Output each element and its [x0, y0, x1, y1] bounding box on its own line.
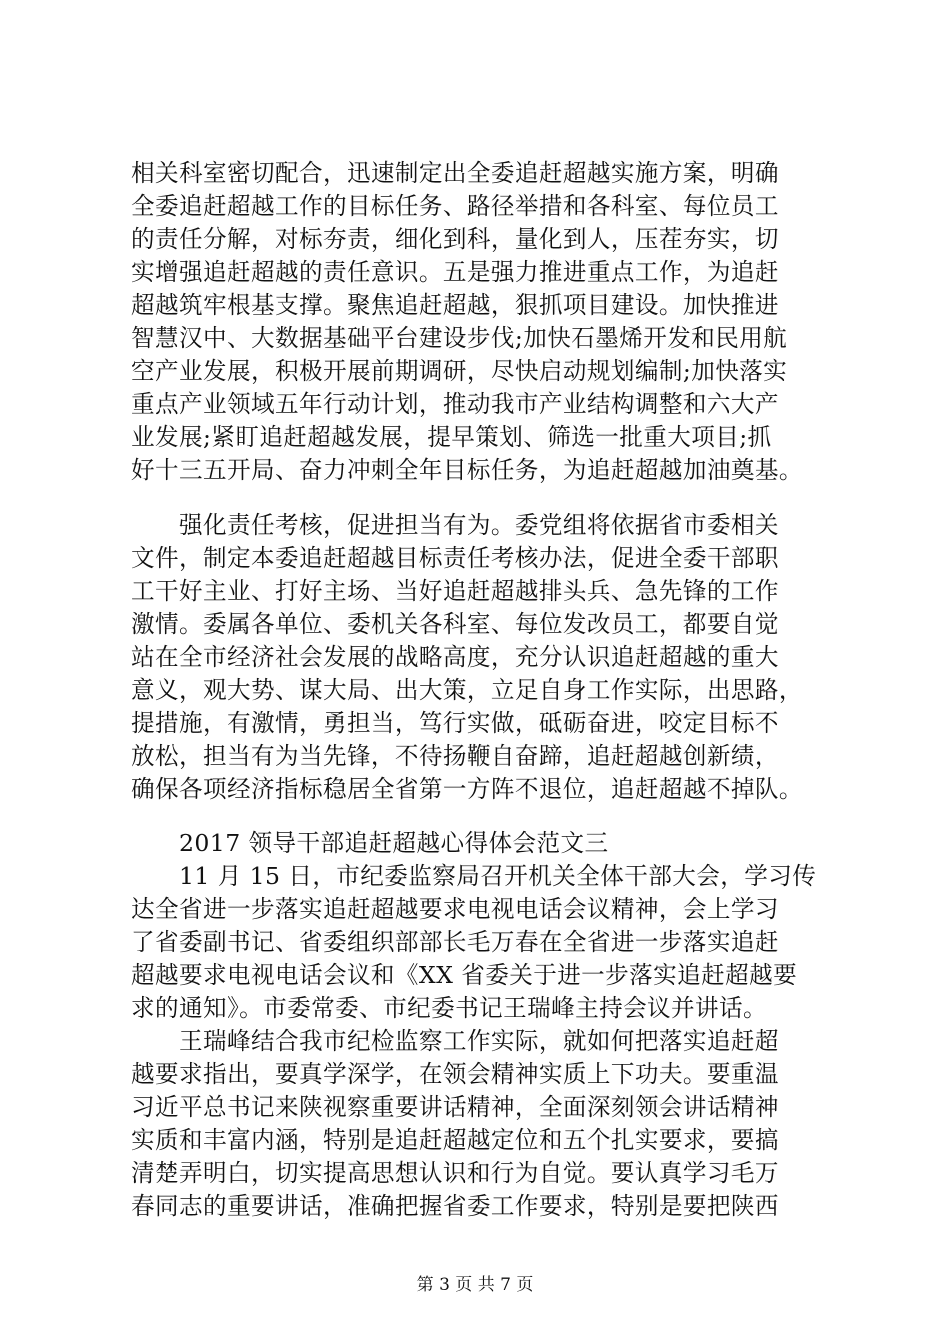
text-line: 放松，担当有为当先锋，不待扬鞭自奋蹄，追赶超越创新绩， [131, 742, 779, 770]
text-line: 重点产业领域五年行动计划，推动我市产业结构调整和六大产 [131, 390, 779, 418]
text-line: 达全省进一步落实追赶超越要求电视电话会议精神，会上学习 [131, 895, 779, 923]
text-line: 2017 领导干部追赶超越心得体会范文三 [131, 829, 609, 857]
text-line: 智慧汉中、大数据基础平台建设步伐;加快石墨烯开发和民用航 [131, 324, 788, 352]
text-line: 清楚弄明白，切实提高思想认识和行为自觉。要认真学习毛万 [131, 1159, 779, 1187]
text-line: 习近平总书记来陕视察重要讲话精神，全面深刻领会讲话精神 [131, 1093, 779, 1121]
text-line: 全委追赶超越工作的目标任务、路径举措和各科室、每位员工 [131, 192, 779, 220]
text-line: 超越要求电视电话会议和《XX 省委关于进一步落实追赶超越要 [131, 961, 798, 989]
text-line: 好十三五开局、奋力冲刺全年目标任务，为追赶超越加油奠基。 [131, 456, 803, 484]
paragraph-1 [131, 157, 841, 487]
text-line: 春同志的重要讲话，准确把握省委工作要求，特别是要把陕西 [131, 1192, 779, 1220]
text-line: 激情。委属各单位、委机关各科室、每位发改员工，都要自觉 [131, 610, 779, 638]
paragraph-2 [131, 509, 841, 806]
text-line: 确保各项经济指标稳居全省第一方阵不退位，追赶超越不掉队。 [131, 775, 803, 803]
text-line: 的责任分解，对标夯责，细化到科，量化到人，压茬夯实，切 [131, 225, 779, 253]
text-line: 越要求指出，要真学深学，在领会精神实质上下功夫。要重温 [131, 1060, 779, 1088]
text-line: 站在全市经济社会发展的战略高度，充分认识追赶超越的重大 [131, 643, 779, 671]
text-line: 提措施，有激情，勇担当，笃行实做，砥砺奋进，咬定目标不 [131, 709, 779, 737]
text-line: 强化责任考核，促进担当有为。委党组将依据省市委相关 [131, 511, 779, 539]
text-line: 11 月 15 日，市纪委监察局召开机关全体干部大会，学习传 [131, 862, 817, 890]
text-line: 王瑞峰结合我市纪检监察工作实际，就如何把落实追赶超 [131, 1027, 779, 1055]
text-line: 空产业发展，积极开展前期调研，尽快启动规划编制;加快落实 [131, 357, 788, 385]
page-footer: 第 3 页 共 7 页 [416, 1275, 534, 1295]
text-line: 实增强追赶超越的责任意识。五是强力推进重点工作，为追赶 [131, 258, 779, 286]
text-line: 了省委副书记、省委组织部部长毛万春在全省进一步落实追赶 [131, 928, 779, 956]
text-line: 实质和丰富内涵，特别是追赶超越定位和五个扎实要求，要搞 [131, 1126, 779, 1154]
text-line: 工干好主业、打好主场、当好追赶超越排头兵、急先锋的工作 [131, 577, 779, 605]
paragraph-3 [131, 827, 841, 1223]
text-line: 业发展;紧盯追赶超越发展，提早策划、筛选一批重大项目;抓 [131, 423, 772, 451]
text-line: 超越筑牢根基支撑。聚焦追赶超越，狠抓项目建设。加快推进 [131, 291, 779, 319]
text-line: 相关科室密切配合，迅速制定出全委追赶超越实施方案，明确 [131, 159, 779, 187]
text-line: 文件，制定本委追赶超越目标责任考核办法，促进全委干部职 [131, 544, 779, 572]
text-line: 意义，观大势、谋大局、出大策，立足自身工作实际，出思路， [131, 676, 803, 704]
text-line: 求的通知》。市委常委、市纪委书记王瑞峰主持会议并讲话。 [131, 994, 768, 1022]
